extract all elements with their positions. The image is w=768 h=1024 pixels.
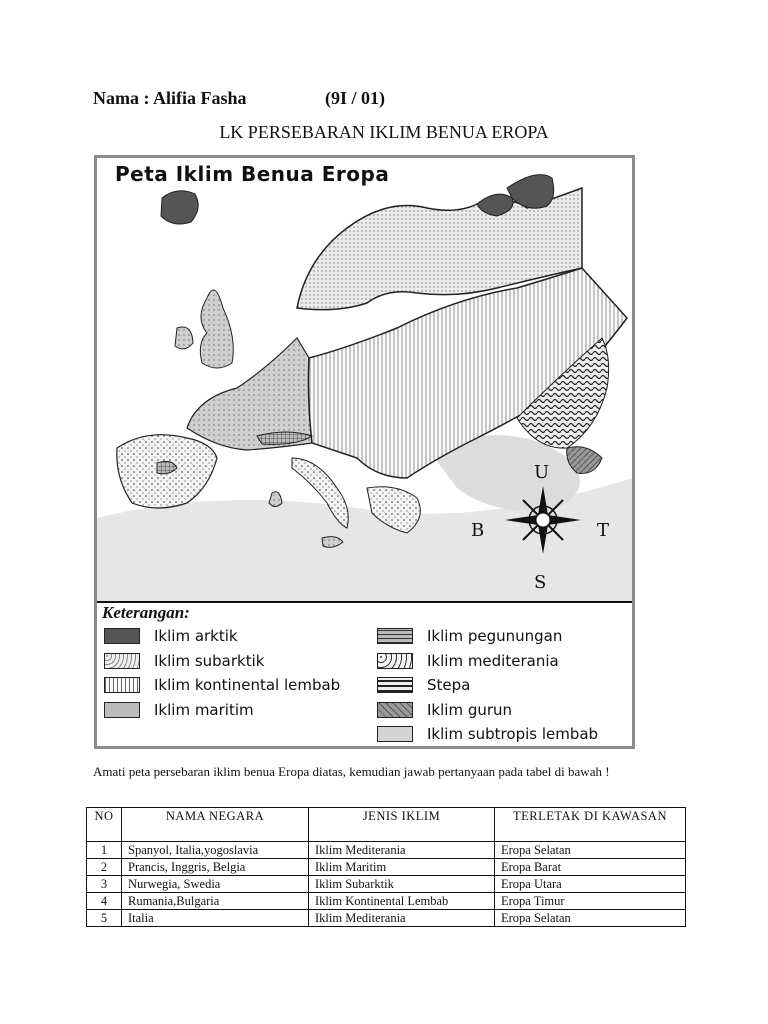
legend-swatch bbox=[377, 677, 413, 693]
cell-no: 3 bbox=[87, 876, 122, 893]
cell-climate: Iklim Mediterania bbox=[309, 842, 495, 859]
class-number: (9I / 01) bbox=[325, 88, 385, 108]
legend-label: Iklim mediterania bbox=[427, 652, 559, 670]
legend-item bbox=[104, 674, 340, 696]
legend-title: Keterangan: bbox=[102, 603, 190, 622]
legend-item bbox=[377, 625, 562, 647]
compass-west: B bbox=[471, 520, 485, 541]
answer-table bbox=[86, 807, 686, 927]
cell-country: Prancis, Inggris, Belgia bbox=[122, 859, 309, 876]
legend-swatch bbox=[104, 702, 140, 718]
col-header-region: TERLETAK DI KAWASAN bbox=[495, 808, 686, 842]
table-row bbox=[87, 893, 686, 910]
cell-region: Eropa Utara bbox=[495, 876, 686, 893]
legend-swatch bbox=[377, 702, 413, 718]
legend-swatch bbox=[104, 628, 140, 644]
compass-east: T bbox=[597, 520, 610, 541]
table-header-row bbox=[87, 808, 686, 842]
climate-map bbox=[94, 155, 635, 749]
cell-region: Eropa Timur bbox=[495, 893, 686, 910]
cell-climate: Iklim Mediterania bbox=[309, 910, 495, 927]
legend-item bbox=[104, 625, 238, 647]
legend-swatch bbox=[377, 726, 413, 742]
worksheet-title: LK PERSEBARAN IKLIM BENUA EROPA bbox=[219, 122, 549, 142]
col-header-climate: JENIS IKLIM bbox=[309, 808, 495, 842]
legend-label: Iklim maritim bbox=[154, 701, 254, 719]
col-header-country: NAMA NEGARA bbox=[122, 808, 309, 842]
cell-no: 2 bbox=[87, 859, 122, 876]
legend-label: Stepa bbox=[427, 676, 471, 694]
cell-region: Eropa Barat bbox=[495, 859, 686, 876]
col-header-no: NO bbox=[87, 808, 122, 842]
cell-region: Eropa Selatan bbox=[495, 842, 686, 859]
legend-item bbox=[104, 699, 254, 721]
cell-country: Italia bbox=[122, 910, 309, 927]
cell-region: Eropa Selatan bbox=[495, 910, 686, 927]
legend-item bbox=[377, 699, 512, 721]
legend-label: Iklim gurun bbox=[427, 701, 513, 719]
legend-swatch bbox=[104, 677, 140, 693]
cell-climate: Iklim Subarktik bbox=[309, 876, 495, 893]
legend-swatch bbox=[377, 628, 413, 644]
map-legend bbox=[97, 601, 632, 748]
table-row bbox=[87, 876, 686, 893]
legend-label: Iklim arktik bbox=[154, 627, 238, 645]
table-row bbox=[87, 910, 686, 927]
student-name: Nama : Alifia Fasha bbox=[93, 88, 247, 108]
table-row bbox=[87, 842, 686, 859]
legend-item bbox=[104, 650, 264, 672]
legend-label: Iklim kontinental lembab bbox=[154, 676, 341, 694]
cell-country: Spanyol, Italia,yogoslavia bbox=[122, 842, 309, 859]
map-title: Peta Iklim Benua Eropa bbox=[115, 162, 390, 186]
compass-south: S bbox=[534, 572, 547, 593]
compass-north: U bbox=[534, 462, 550, 483]
legend-item bbox=[377, 650, 559, 672]
table-row bbox=[87, 859, 686, 876]
cell-no: 1 bbox=[87, 842, 122, 859]
instruction-text: Amati peta persebaran iklim benua Eropa diatas, kemudian jawab pertanyaan pada tabel di bawah ! bbox=[93, 764, 610, 779]
legend-item bbox=[377, 723, 598, 745]
legend-label: Iklim pegunungan bbox=[427, 627, 563, 645]
student-header bbox=[93, 88, 385, 109]
europe-map-image bbox=[97, 158, 632, 601]
cell-country: Rumania,Bulgaria bbox=[122, 893, 309, 910]
legend-swatch bbox=[104, 653, 140, 669]
cell-country: Nurwegia, Swedia bbox=[122, 876, 309, 893]
cell-climate: Iklim Kontinental Lembab bbox=[309, 893, 495, 910]
legend-label: Iklim subtropis lembab bbox=[427, 725, 599, 743]
legend-swatch bbox=[377, 653, 413, 669]
legend-item bbox=[377, 674, 470, 696]
cell-no: 4 bbox=[87, 893, 122, 910]
cell-no: 5 bbox=[87, 910, 122, 927]
cell-climate: Iklim Maritim bbox=[309, 859, 495, 876]
legend-label: Iklim subarktik bbox=[154, 652, 265, 670]
